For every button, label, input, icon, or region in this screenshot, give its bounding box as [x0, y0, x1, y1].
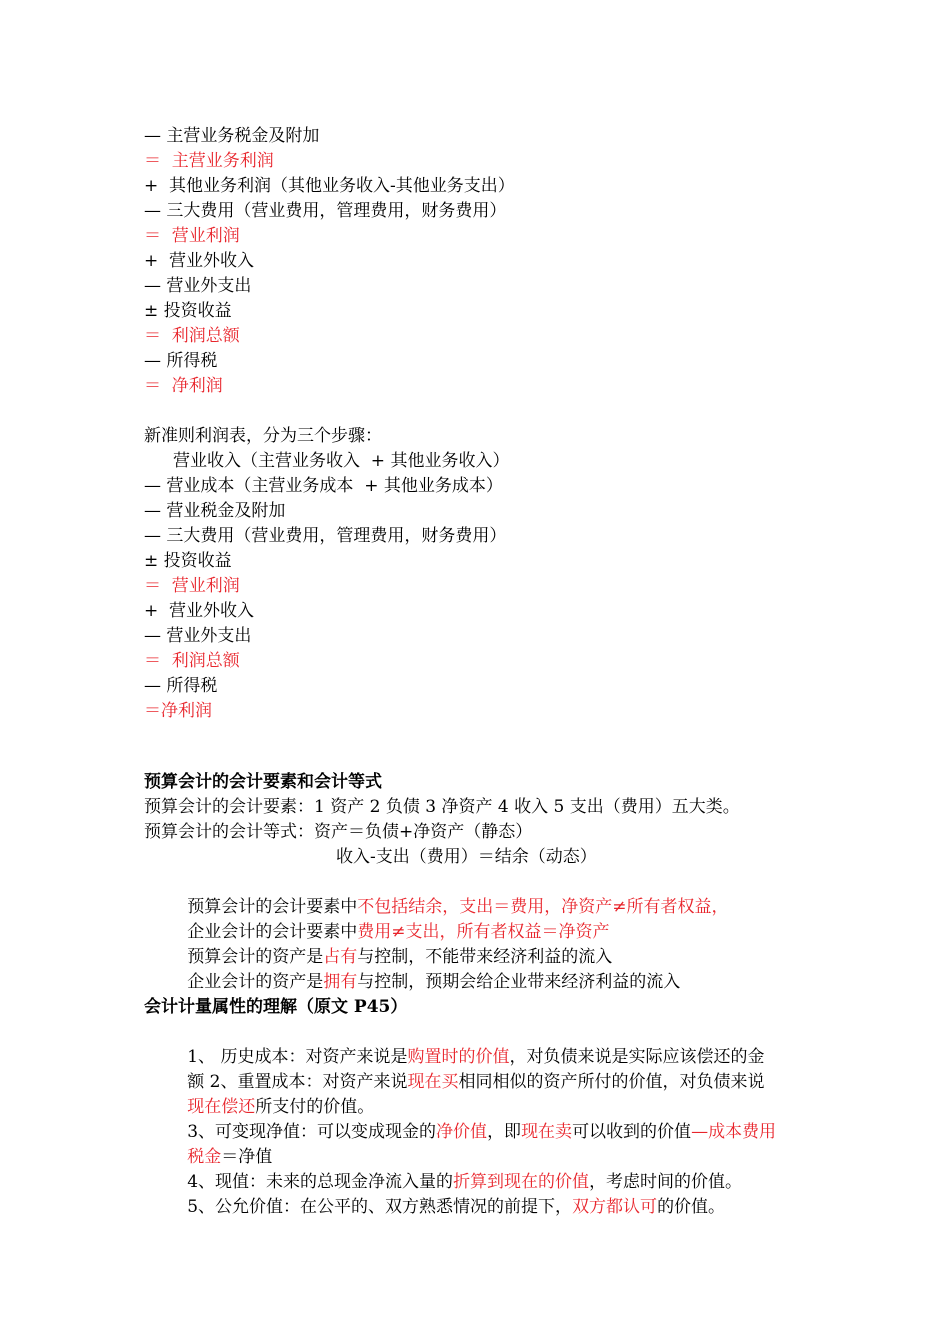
statement-line-result: ＝ 净利润: [144, 376, 223, 396]
text-run: ，考虑时间的价值。: [589, 1172, 743, 1192]
text-run: ＝净值: [221, 1147, 273, 1167]
statement-line: — 营业成本（主营业务成本 + 其他业务成本）: [144, 476, 503, 496]
highlight-run: 不包括结余，支出＝费用，净资产≠所有者权益，: [357, 897, 729, 917]
paragraph-line: 预算会计的会计要素：1 资产 2 负债 3 净资产 4 收入 5 支出（费用）五大类。: [144, 797, 740, 817]
text-run: 企业会计的会计要素中: [187, 922, 358, 942]
statement-line: — 营业外支出: [144, 276, 252, 296]
text-run: ，即: [487, 1122, 522, 1142]
statement-line: + 其他业务利润（其他业务收入-其他业务支出）: [144, 176, 515, 196]
statement-line: — 所得税: [144, 676, 218, 696]
section-intro: 新准则利润表，分为三个步骤：: [144, 426, 382, 446]
highlight-run: 现在偿还: [187, 1097, 256, 1117]
highlight-run: 折算到现在的价值: [453, 1172, 590, 1192]
statement-line: — 主营业务税金及附加: [144, 126, 320, 146]
section-heading: 预算会计的会计要素和会计等式: [144, 772, 382, 792]
paragraph-line: 预算会计的会计等式：资产＝负债+净资产（静态）: [144, 822, 533, 842]
paragraph-line: [144, 870, 824, 917]
text-run: 与控制，预期会给企业带来经济利益的流入: [357, 972, 681, 992]
statement-line: — 营业税金及附加: [144, 501, 286, 521]
paragraph-line: 收入-支出（费用）＝结余（动态）: [336, 847, 597, 867]
statement-line: — 三大费用（营业费用，管理费用，财务费用）: [144, 526, 507, 546]
statement-line-result: ＝净利润: [144, 701, 212, 721]
budget-accounting-section: [144, 770, 824, 992]
highlight-run: 现在买: [407, 1072, 459, 1092]
text-run: 相同相似的资产所付的价值，对负债来说: [458, 1072, 765, 1092]
text-run: 预算会计的资产是: [187, 947, 324, 967]
text-run: 额 2、重置成本：对资产来说: [187, 1072, 408, 1092]
highlight-run: 双方都认可: [572, 1197, 658, 1217]
spacer: [144, 724, 824, 770]
text-run: 3、可变现净值：可以变成现金的: [187, 1122, 437, 1142]
statement-line-result: ＝ 利润总额: [144, 326, 240, 346]
spacer: [144, 399, 824, 424]
highlight-run: 税金: [187, 1147, 222, 1167]
statement-line: + 营业外收入: [144, 601, 255, 621]
statement-line-result: ＝ 营业利润: [144, 576, 240, 596]
statement-line: ± 投资收益: [144, 301, 232, 321]
new-income-statement: [144, 424, 824, 724]
old-income-statement: [144, 124, 824, 399]
text-run: 可以收到的价值: [572, 1122, 692, 1142]
measurement-attributes-section: [144, 995, 824, 1217]
highlight-run: 购置时的价值: [407, 1047, 510, 1067]
highlight-run: 现在卖: [521, 1122, 573, 1142]
statement-line: ± 投资收益: [144, 551, 232, 571]
statement-line-result: ＝ 营业利润: [144, 226, 240, 246]
statement-line: — 所得税: [144, 351, 218, 371]
text-run: 4、现值：未来的总现金净流入量的: [187, 1172, 454, 1192]
highlight-run: 费用≠支出，所有者权益＝净资产: [357, 922, 610, 942]
highlight-run: 净价值: [436, 1122, 488, 1142]
highlight-run: 占有: [323, 947, 358, 967]
text-run: 企业会计的资产是: [187, 972, 324, 992]
statement-line: + 营业外收入: [144, 251, 255, 271]
section-heading: 会计计量属性的理解（原文 P45）: [144, 997, 408, 1017]
text-run: 5、公允价值：在公平的、双方熟悉情况的前提下，: [187, 1197, 573, 1217]
text-run: ，对负债来说是实际应该偿还的金: [509, 1047, 765, 1067]
statement-line: — 营业外支出: [144, 626, 252, 646]
text-run: 所支付的价值。: [255, 1097, 375, 1117]
paragraph-line: [144, 1020, 824, 1067]
statement-line: — 三大费用（营业费用，管理费用，财务费用）: [144, 201, 507, 221]
highlight-run: 拥有: [323, 972, 358, 992]
statement-line-result: ＝ 主营业务利润: [144, 151, 274, 171]
statement-line-result: ＝ 利润总额: [144, 651, 240, 671]
highlight-run: —成本费用: [691, 1122, 777, 1142]
document-body: [144, 124, 824, 1217]
text-run: 的价值。: [657, 1197, 726, 1217]
text-run: 与控制，不能带来经济利益的流入: [357, 947, 613, 967]
text-run: 预算会计的会计要素中: [187, 897, 358, 917]
statement-line: 营业收入（主营业务收入 + 其他业务收入）: [173, 451, 510, 471]
text-run: 1、 历史成本：对资产来说是: [187, 1047, 408, 1067]
